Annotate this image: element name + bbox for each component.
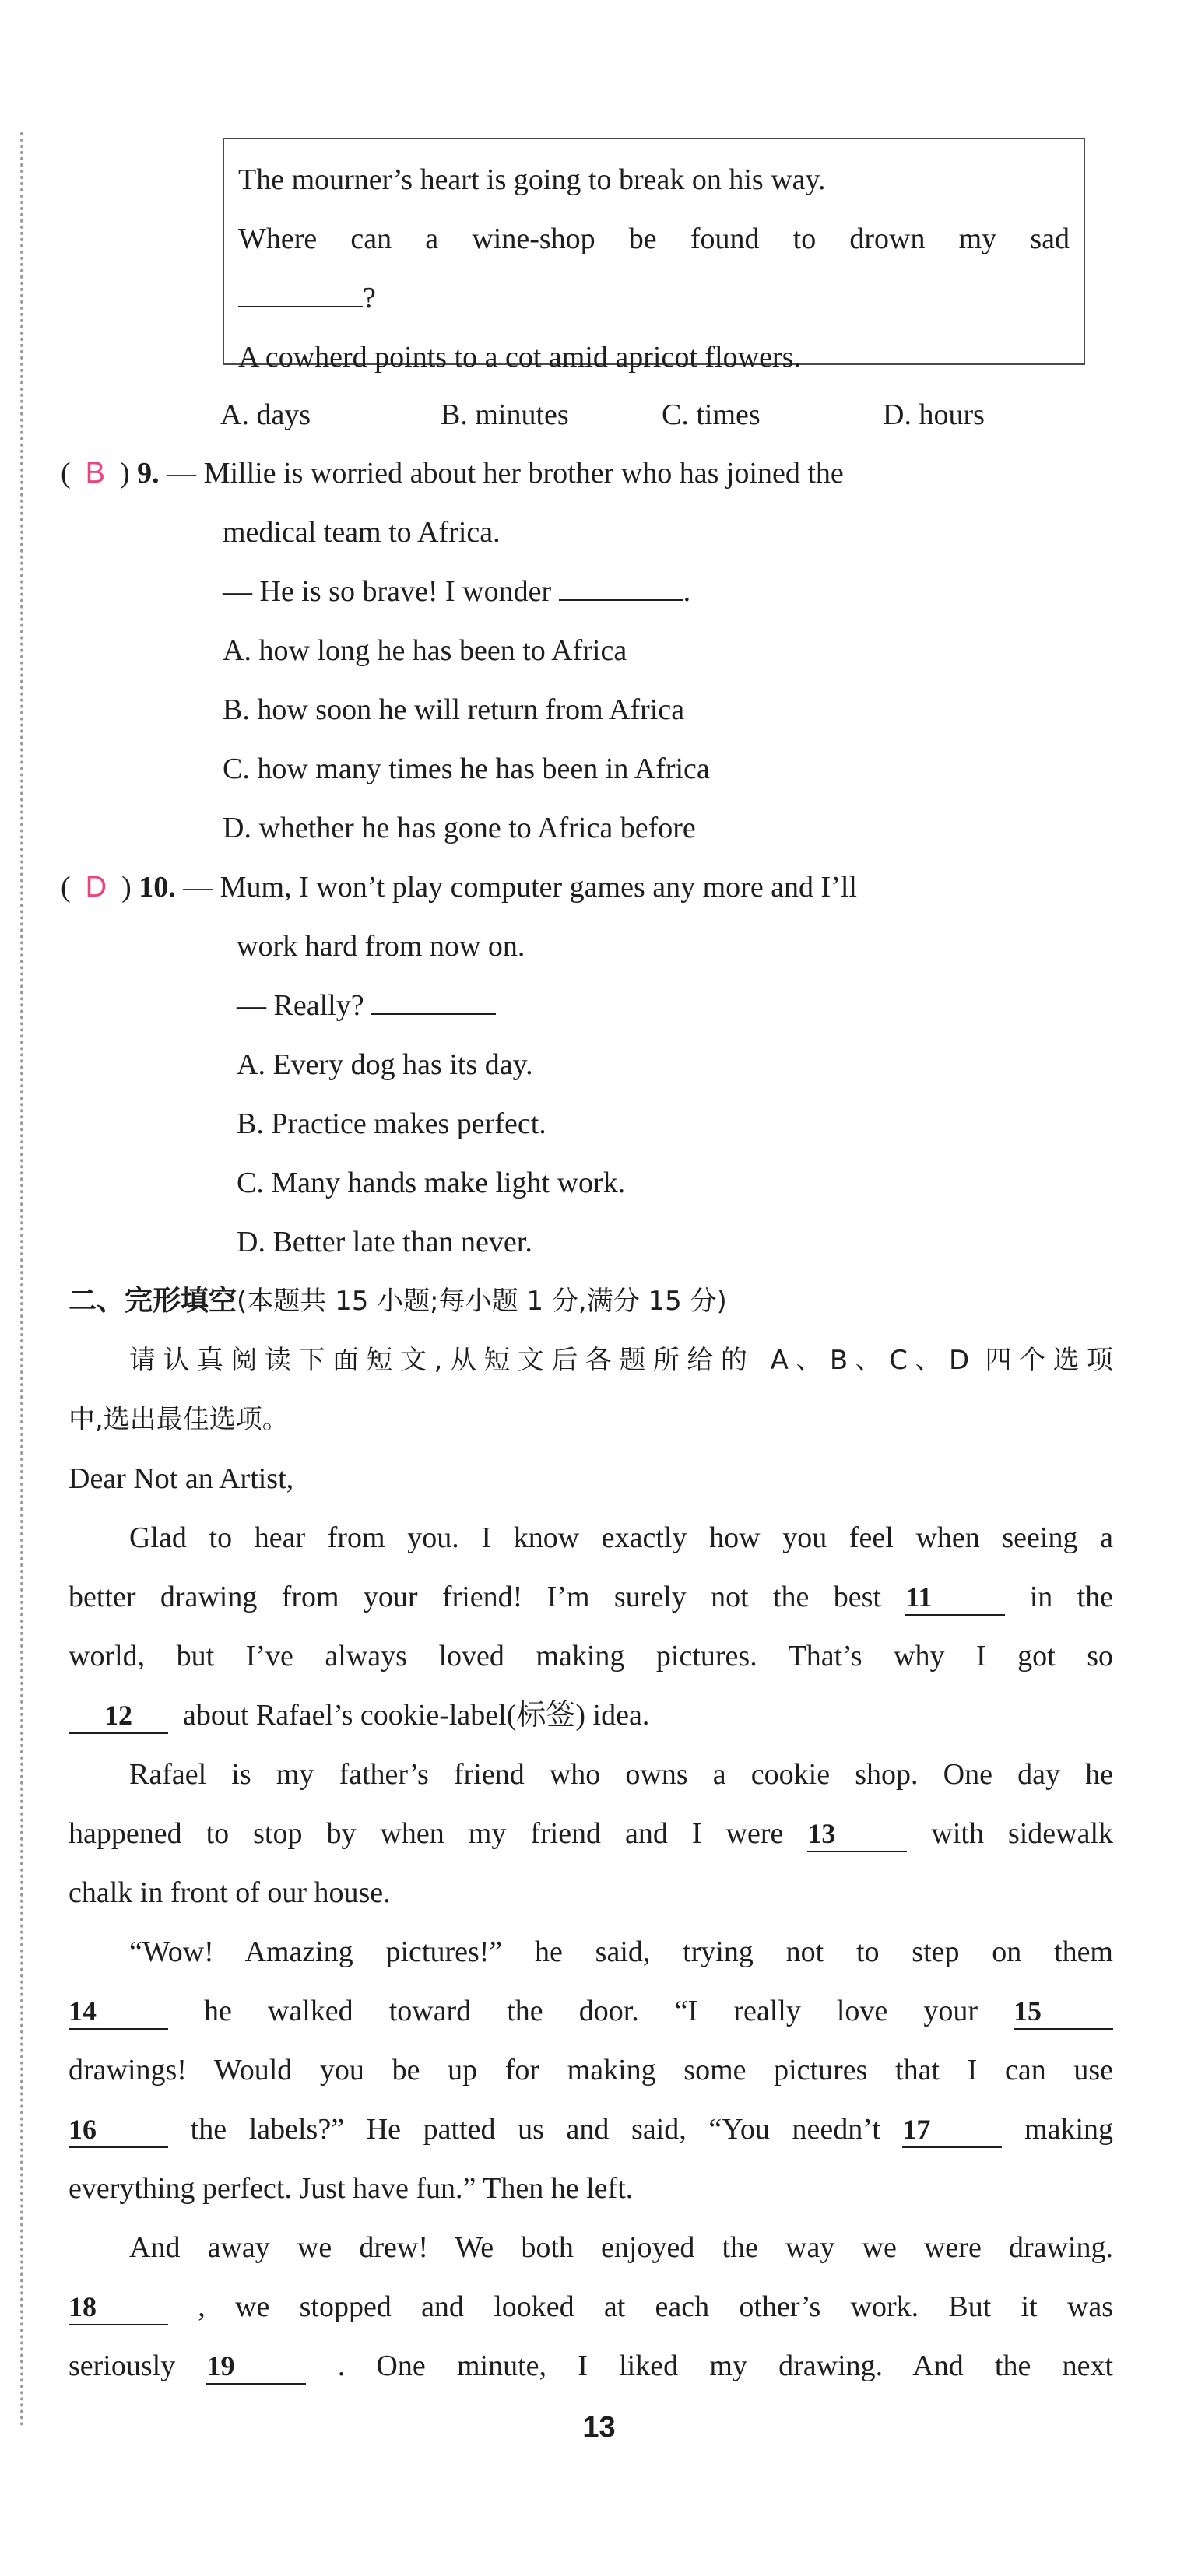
poem-line-2: Where can a wine-shop be found to drown my sad [238, 223, 1070, 255]
q9-stem-line-3: — He is so brave! I wonder . [223, 572, 690, 611]
section-instruction-line-1: 请认真阅读下面短文,从短文后各题所给的 A、B、C、D 四个选项 [129, 1345, 1113, 1376]
passage-p3-line-4: 16 the labels?” He patted us and said, “You needn’t 17 making [69, 2110, 1113, 2149]
q10-option-a: A. Every dog has its day. [237, 1048, 533, 1081]
q9-option-d: D. whether he has gone to Africa before [223, 812, 696, 844]
answer-blank[interactable] [559, 573, 683, 601]
q10-option-b: B. Practice makes perfect. [237, 1107, 546, 1140]
passage-p3-line-3: drawings! Would you be up for making some pictures that I can use [69, 2054, 1113, 2086]
q9-option-c: C. how many times he has been in Africa [223, 753, 710, 785]
passage-p4-line-2: 18 , we stopped and looked at each other’s work. But it was [69, 2287, 1113, 2326]
passage-p1-line-2: better drawing from your friend! I’m surely not the best 11 in the [69, 1578, 1113, 1616]
q10-stem-line-1: ( D ) 10. — Mum, I won’t play computer games any more and I’ll [61, 871, 857, 904]
answer-blank[interactable] [238, 279, 363, 307]
q10-number: 10. [139, 871, 176, 904]
section-heading: 二、完形填空(本题共 15 小题;每小题 1 分,满分 15 分) [69, 1285, 727, 1317]
passage-p2-line-3: chalk in front of our house. [69, 1876, 391, 1909]
q9-answer: B [85, 457, 106, 490]
page-number: 13 [582, 2411, 616, 2444]
section-instruction-line-2: 中,选出最佳选项。 [69, 1404, 289, 1435]
q10-stem-line-3: — Really? [237, 986, 496, 1025]
cloze-blank-19[interactable]: 19 [206, 2349, 306, 2385]
letter-greeting: Dear Not an Artist, [69, 1462, 294, 1495]
q8-option-c: C. times [662, 398, 761, 431]
q10-stem-line-2: work hard from now on. [237, 930, 525, 963]
cloze-blank-16[interactable]: 16 [69, 2112, 168, 2148]
cloze-blank-14[interactable]: 14 [69, 1994, 168, 2030]
passage-p3-line-1: “Wow! Amazing pictures!” he said, trying not to step on them [129, 1936, 1113, 1968]
cloze-blank-17[interactable]: 17 [902, 2112, 1002, 2148]
q8-option-b: B. minutes [441, 398, 569, 431]
cloze-blank-13[interactable]: 13 [807, 1816, 907, 1852]
passage-p1-line-4: 12 about Rafael’s cookie-label(标签) idea. [69, 1696, 649, 1735]
passage-p4-line-1: And away we drew! We both enjoyed the way we were drawing. [129, 2231, 1113, 2264]
poem-line-3: ? [238, 268, 1070, 328]
q9-number: 9. [137, 457, 160, 490]
q8-option-a: A. days [220, 398, 311, 431]
poem-line-1: The mourner’s heart is going to break on his way. [238, 163, 826, 196]
q9-option-a: A. how long he has been to Africa [223, 634, 627, 667]
cloze-blank-11[interactable]: 11 [905, 1580, 1005, 1616]
q10-answer: D [85, 871, 107, 904]
q10-option-d: D. Better late than never. [237, 1226, 532, 1258]
q9-option-b: B. how soon he will return from Africa [223, 693, 685, 726]
passage-p1-line-3: world, but I’ve always loved making pictures. That’s why I got so [69, 1640, 1113, 1672]
passage-p3-line-5: everything perfect. Just have fun.” Then he left. [69, 2172, 634, 2205]
poem-line-4: A cowherd points to a cot amid apricot flowers. [238, 341, 801, 374]
passage-p2-line-1: Rafael is my father’s friend who owns a cookie shop. One day he [129, 1758, 1113, 1791]
answer-blank[interactable] [371, 987, 496, 1015]
cloze-blank-15[interactable]: 15 [1014, 1994, 1113, 2030]
passage-p1-line-1: Glad to hear from you. I know exactly how you feel when seeing a [129, 1521, 1113, 1554]
q8-option-d: D. hours [883, 398, 985, 431]
passage-p2-line-2: happened to stop by when my friend and I were 13 with sidewalk [69, 1814, 1113, 1853]
passage-p3-line-2: 14 he walked toward the door. “I really love your 15 [69, 1992, 1113, 2030]
cloze-blank-18[interactable]: 18 [69, 2290, 168, 2325]
passage-p4-line-3: seriously 19 . One minute, I liked my drawing. And the next [69, 2346, 1113, 2385]
poem-box [223, 138, 1085, 374]
q10-option-c: C. Many hands make light work. [237, 1167, 626, 1199]
binding-dotted-line [20, 132, 23, 2428]
q9-stem-line-2: medical team to Africa. [223, 516, 501, 549]
cloze-blank-12[interactable]: 12 [69, 1698, 168, 1734]
q9-stem-line-1: ( B ) 9. — Millie is worried about her brother who has joined the [61, 457, 844, 490]
